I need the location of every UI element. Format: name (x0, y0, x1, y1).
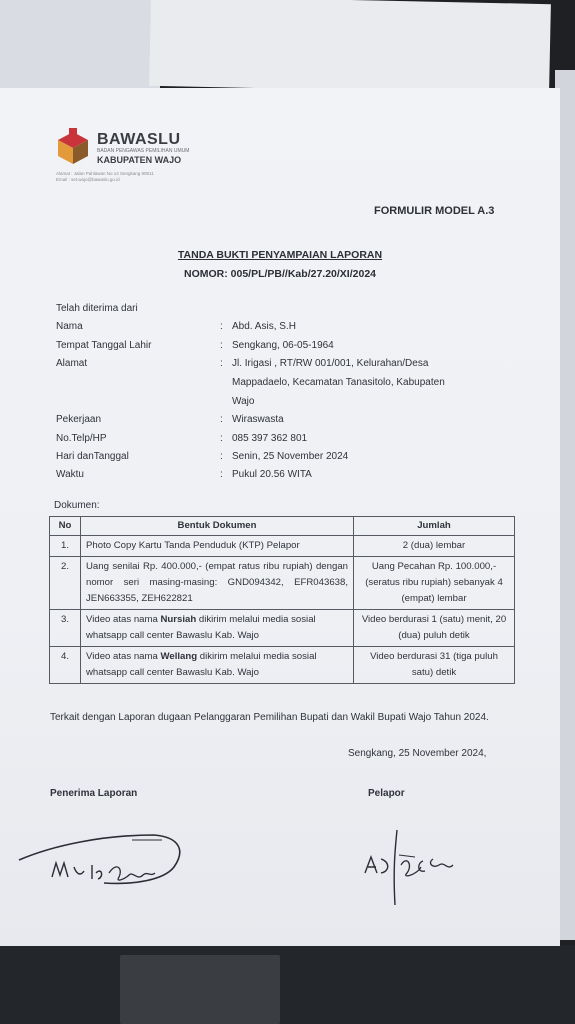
colon: : (220, 321, 223, 332)
doc-text: Video atas nama (86, 651, 161, 662)
email-line: Email : set.wajo@bawaslu.go.id (56, 177, 120, 182)
alamat-line-1: Jl. Irigasi , RT/RW 001/001, Kelurahan/Desa (232, 358, 429, 369)
hari-value: Senin, 25 November 2024 (232, 451, 349, 462)
pelapor-label: Pelapor (368, 788, 405, 799)
brand-name: BAWASLU (97, 131, 181, 148)
colon: : (220, 433, 223, 444)
reporter-name: Nursiah (160, 614, 197, 625)
background-surface (0, 0, 160, 90)
waktu-label: Waktu (56, 469, 84, 480)
row-number: 3. (50, 610, 81, 647)
nama-value: Abd. Asis, S.H (232, 321, 296, 332)
letterhead-address (56, 171, 176, 183)
place-date: Sengkang, 25 November 2024, (348, 748, 487, 759)
row-jumlah: Video berdurasi 1 (satu) menit, 20 (dua) puluh detik (354, 610, 515, 647)
column-header: No (50, 517, 81, 536)
column-header: Bentuk Dokumen (81, 517, 354, 536)
row-number: 2. (50, 557, 81, 610)
telp-label: No.Telp/HP (56, 433, 107, 444)
row-jumlah: Uang Pecahan Rp. 100.000,- (seratus ribu rupiah) sebanyak 4 (empat) lembar (354, 557, 515, 610)
ttl-label: Tempat Tanggal Lahir (56, 340, 152, 351)
colon: : (220, 414, 223, 425)
terkait-paragraph: Terkait dengan Laporan dugaan Pelanggaran Pemilihan Bupati dan Wakil Bupati Wajo Tahun 2024. (50, 712, 489, 723)
colon: : (220, 358, 223, 369)
doc-text: dikirim melalui media sosial whatsapp call center Bawaslu Kab. Wajo (86, 651, 317, 678)
doc-text: dikirim melalui media sosial whatsapp call center Bawaslu Kab. Wajo (86, 614, 316, 641)
alamat-label: Alamat (56, 358, 88, 369)
alamat-line-2: Mappadaelo, Kecamatan Tanasitolo, Kabupaten (232, 377, 445, 388)
table-row (50, 647, 515, 684)
waktu-value: Pukul 20.56 WITA (232, 469, 312, 480)
table-row (50, 557, 515, 610)
row-document: Photo Copy Kartu Tanda Penduduk (KTP) Pelapor (81, 536, 354, 557)
reporter-name: Wellang (160, 651, 198, 662)
hari-label: Hari danTanggal (56, 451, 129, 462)
row-jumlah: 2 (dua) lembar (354, 536, 515, 557)
pelapor-signature (355, 825, 465, 910)
address-line: Alamat : Jalan Pahlawan No.14 Sengkang 90911 (56, 171, 154, 176)
row-number: 4. (50, 647, 81, 684)
dokumen-label: Dokumen: (54, 500, 100, 511)
form-model-label: FORMULIR MODEL A.3 (374, 205, 495, 217)
table-row (50, 536, 515, 557)
alamat-line-3: Wajo (232, 396, 255, 407)
row-jumlah: Video berdurasi 31 (tiga puluh satu) detik (354, 647, 515, 684)
documents-table (49, 516, 515, 684)
desk-object (120, 955, 280, 1024)
column-header: Jumlah (354, 517, 515, 536)
row-document: Uang senilai Rp. 400.000,- (empat ratus ribu rupiah) dengan nomor seri masing-masing: GND094342, EFR043638, JEN663355, ZEH622821 (81, 557, 354, 610)
colon: : (220, 451, 223, 462)
colon: : (220, 469, 223, 480)
telp-value: 085 397 362 801 (232, 433, 308, 444)
colon: : (220, 340, 223, 351)
table-row (50, 610, 515, 647)
received-from-label: Telah diterima dari (56, 303, 138, 314)
underlying-paper-sheet (149, 0, 551, 94)
row-document (81, 647, 354, 684)
penerima-label: Penerima Laporan (50, 788, 138, 799)
brand-subtitle: BADAN PENGAWAS PEMILIHAN UMUM (97, 148, 190, 154)
table-header-row (50, 517, 515, 536)
desk-surface (0, 945, 575, 1024)
row-number: 1. (50, 536, 81, 557)
row-document (81, 610, 354, 647)
brand-region: KABUPATEN WAJO (97, 155, 182, 165)
document-number: NOMOR: 005/PL/PB//Kab/27.20/XI/2024 (184, 268, 376, 280)
document-title: TANDA BUKTI PENYAMPAIAN LAPORAN (177, 249, 383, 261)
nama-label: Nama (56, 321, 83, 332)
pekerjaan-value: Wiraswasta (232, 414, 284, 425)
ttl-value: Sengkang, 06-05-1964 (232, 340, 334, 351)
doc-text: Video atas nama (86, 614, 161, 625)
pekerjaan-label: Pekerjaan (56, 414, 102, 425)
penerima-signature (14, 815, 194, 890)
bawaslu-logo-icon (54, 128, 92, 166)
